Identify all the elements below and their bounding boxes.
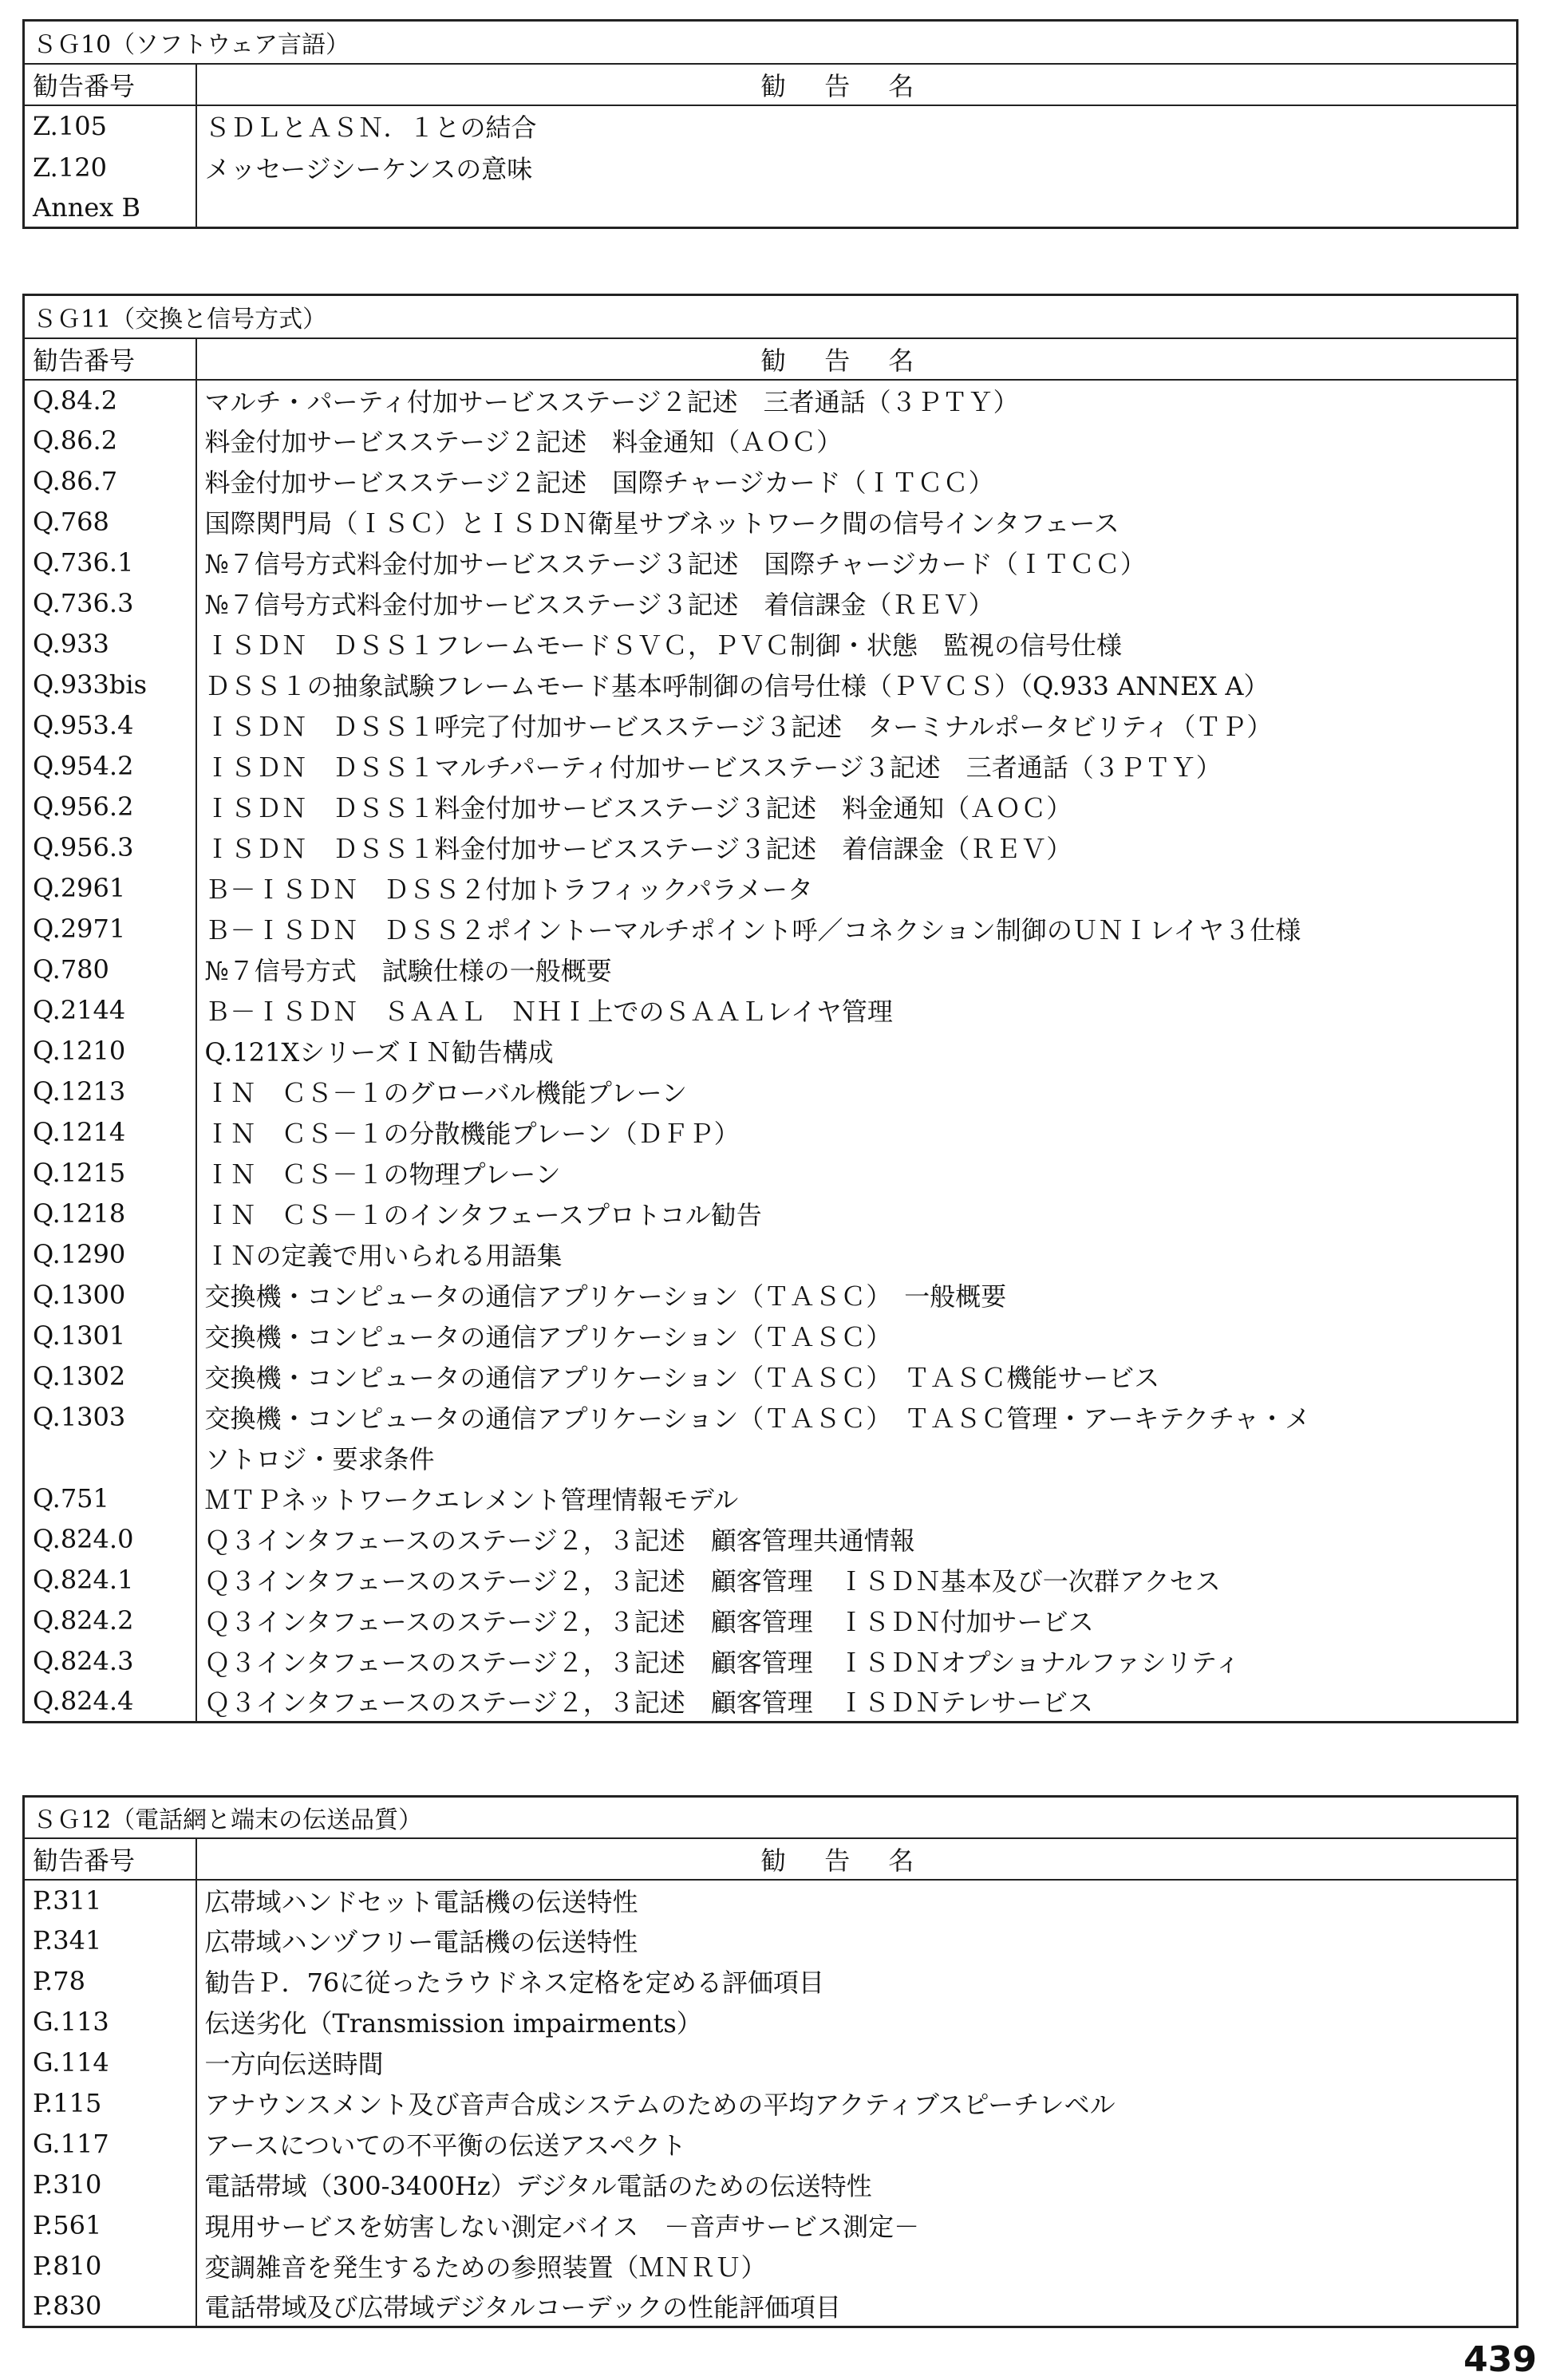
rec-number: Q.736.1	[24, 543, 196, 583]
rec-number: P.310	[24, 2165, 196, 2205]
rec-number: Q.2971	[24, 909, 196, 949]
rec-number: Q.2961	[24, 868, 196, 909]
rec-number: Q.933bis	[24, 665, 196, 705]
section-title: ＳＧ10（ソフトウェア言語）	[24, 21, 1518, 64]
rec-number: Q.1210	[24, 1031, 196, 1072]
rec-number: Q.736.3	[24, 583, 196, 624]
rec-number: Q.1215	[24, 1153, 196, 1194]
rec-name: 伝送劣化（Transmission impairments）	[196, 2002, 1518, 2043]
rec-name: Ｑ３インタフェースのステージ２，３記述 顧客管理 ＩＳＤＮ付加サービス	[196, 1600, 1518, 1641]
rec-number: Q.954.2	[24, 746, 196, 787]
rec-name: ＩＳＤＮ ＤＳＳ１呼完了付加サービスステージ３記述 ターミナルポータビリティ（ＴＰ）	[196, 705, 1518, 746]
rec-name: ＤＳＳ１の抽象試験フレームモード基本呼制御の信号仕様（ＰＶＣＳ）（Q.933 ANNEX A）	[196, 665, 1518, 705]
rec-number: G.117	[24, 2124, 196, 2165]
section-sg10	[22, 19, 1518, 229]
rec-name: 料金付加サービスステージ２記述 料金通知（ＡＯＣ）	[196, 420, 1518, 461]
column-header-name: 勧告名	[196, 64, 1518, 105]
rec-number	[24, 1438, 196, 1478]
rec-number: P.561	[24, 2205, 196, 2246]
rec-name: 交換機・コンピュータの通信アプリケーション（ＴＡＳＣ）	[196, 1316, 1518, 1356]
rec-name: ＩＳＤＮ ＤＳＳ１フレームモードＳＶＣ，ＰＶＣ制御・状態 監視の信号仕様	[196, 624, 1518, 665]
rec-name: 電話帯域及び広帯域デジタルコーデックの性能評価項目	[196, 2287, 1518, 2327]
rec-number: Q.1218	[24, 1194, 196, 1234]
rec-name: ＩＮの定義で用いられる用語集	[196, 1234, 1518, 1275]
rec-number: Q.824.4	[24, 1682, 196, 1723]
rec-number: P.78	[24, 1961, 196, 2002]
rec-name: 現用サービスを妨害しない測定バイス －音声サービス測定－	[196, 2205, 1518, 2246]
rec-number: Q.751	[24, 1478, 196, 1519]
rec-name: Ｂ－ＩＳＤＮ ＳＡＡＬ ＮＨＩ上でのＳＡＡＬレイヤ管理	[196, 990, 1518, 1031]
rec-number: Q.824.2	[24, 1600, 196, 1641]
rec-name: Ｑ３インタフェースのステージ２，３記述 顧客管理 ＩＳＤＮテレサービス	[196, 1682, 1518, 1723]
rec-number: Q.1301	[24, 1316, 196, 1356]
rec-name: アースについての不平衡の伝送アスペクト	[196, 2124, 1518, 2165]
rec-number: Q.1300	[24, 1275, 196, 1316]
rec-name: 変調雑音を発生するための参照装置（ＭＮＲＵ）	[196, 2246, 1518, 2287]
column-header-number: 勧告番号	[24, 64, 196, 105]
section-sg12	[22, 1795, 1518, 2328]
rec-number: P.810	[24, 2246, 196, 2287]
rec-name: マルチ・パーティ付加サービスステージ２記述 三者通話（３ＰＴＹ）	[196, 380, 1518, 420]
rec-number: Q.933	[24, 624, 196, 665]
rec-name: ＩＮ ＣＳ－１の物理プレーン	[196, 1153, 1518, 1194]
rec-number: Q.84.2	[24, 380, 196, 420]
rec-number: P.115	[24, 2083, 196, 2124]
rec-number: P.830	[24, 2287, 196, 2327]
rec-number: Q.1302	[24, 1356, 196, 1397]
rec-name: №７信号方式料金付加サービスステージ３記述 国際チャージカード（ＩＴＣＣ）	[196, 543, 1518, 583]
rec-number: Q.824.3	[24, 1641, 196, 1682]
rec-name: 交換機・コンピュータの通信アプリケーション（ＴＡＳＣ） ＴＡＳＣ機能サービス	[196, 1356, 1518, 1397]
rec-number: Q.1213	[24, 1072, 196, 1112]
column-header-name: 勧告名	[196, 1838, 1518, 1880]
rec-number: Z.120	[24, 147, 196, 188]
rec-number: Q.824.1	[24, 1560, 196, 1600]
rec-number: Annex B	[24, 188, 196, 228]
rec-name: 一方向伝送時間	[196, 2043, 1518, 2083]
rec-name: 料金付加サービスステージ２記述 国際チャージカード（ＩＴＣＣ）	[196, 461, 1518, 502]
rec-name: ＩＳＤＮ ＤＳＳ１マルチパーティ付加サービスステージ３記述 三者通話（３ＰＴＹ）	[196, 746, 1518, 787]
rec-number: Q.768	[24, 502, 196, 543]
recommendation-table	[22, 19, 1518, 229]
rec-number: Q.86.7	[24, 461, 196, 502]
rec-number: G.113	[24, 2002, 196, 2043]
rec-number: G.114	[24, 2043, 196, 2083]
section-sg11	[22, 294, 1518, 1723]
rec-name: 国際関門局（ＩＳＣ）とＩＳＤＮ衛星サブネットワーク間の信号インタフェース	[196, 502, 1518, 543]
page-number: 439	[1463, 2339, 1537, 2380]
rec-name: 勧告Ｐ．76に従ったラウドネス定格を定める評価項目	[196, 1961, 1518, 2002]
rec-name: 広帯域ハンドセット電話機の伝送特性	[196, 1880, 1518, 1920]
rec-name: ＭＴＰネットワークエレメント管理情報モデル	[196, 1478, 1518, 1519]
rec-name: Ｑ３インタフェースのステージ２，３記述 顧客管理 ＩＳＤＮオプショナルファシリティ	[196, 1641, 1518, 1682]
rec-name: 広帯域ハンヅフリー電話機の伝送特性	[196, 1920, 1518, 1961]
rec-number: Q.780	[24, 949, 196, 990]
rec-name: ＩＮ ＣＳ－１のグローバル機能プレーン	[196, 1072, 1518, 1112]
rec-name: ソトロジ・要求条件	[196, 1438, 1518, 1478]
rec-name: ＩＮ ＣＳ－１の分散機能プレーン（ＤＦＰ）	[196, 1112, 1518, 1153]
rec-name: 交換機・コンピュータの通信アプリケーション（ＴＡＳＣ） ＴＡＳＣ管理・アーキテクチャ・メ	[196, 1397, 1518, 1438]
column-header-name: 勧告名	[196, 338, 1518, 380]
rec-name: ＩＳＤＮ ＤＳＳ１料金付加サービスステージ３記述 料金通知（ＡＯＣ）	[196, 787, 1518, 827]
rec-name: Ｑ３インタフェースのステージ２，３記述 顧客管理 ＩＳＤＮ基本及び一次群アクセス	[196, 1560, 1518, 1600]
rec-name: アナウンスメント及び音声合成システムのための平均アクティブスピーチレベル	[196, 2083, 1518, 2124]
rec-name: Ｑ３インタフェースのステージ２，３記述 顧客管理共通情報	[196, 1519, 1518, 1560]
rec-name	[196, 188, 1518, 228]
rec-number: Z.105	[24, 105, 196, 147]
rec-name: 交換機・コンピュータの通信アプリケーション（ＴＡＳＣ） 一般概要	[196, 1275, 1518, 1316]
recommendation-table	[22, 294, 1518, 1723]
column-header-number: 勧告番号	[24, 1838, 196, 1880]
rec-name: Q.121XシリーズＩＮ勧告構成	[196, 1031, 1518, 1072]
column-header-number: 勧告番号	[24, 338, 196, 380]
rec-number: Q.956.2	[24, 787, 196, 827]
rec-name: №７信号方式料金付加サービスステージ３記述 着信課金（ＲＥＶ）	[196, 583, 1518, 624]
rec-number: Q.824.0	[24, 1519, 196, 1560]
rec-number: Q.953.4	[24, 705, 196, 746]
rec-number: Q.1214	[24, 1112, 196, 1153]
rec-name: ＩＮ ＣＳ－１のインタフェースプロトコル勧告	[196, 1194, 1518, 1234]
rec-number: Q.86.2	[24, 420, 196, 461]
rec-number: Q.2144	[24, 990, 196, 1031]
rec-name: Ｂ－ＩＳＤＮ ＤＳＳ２付加トラフィックパラメータ	[196, 868, 1518, 909]
rec-name: ＳＤＬとＡＳＮ．１との結合	[196, 105, 1518, 147]
rec-name: 電話帯域（300-3400Hz）デジタル電話のための伝送特性	[196, 2165, 1518, 2205]
rec-number: Q.1290	[24, 1234, 196, 1275]
recommendation-table	[22, 1795, 1518, 2328]
rec-number: Q.1303	[24, 1397, 196, 1438]
rec-number: Q.956.3	[24, 827, 196, 868]
rec-name: ＩＳＤＮ ＤＳＳ１料金付加サービスステージ３記述 着信課金（ＲＥＶ）	[196, 827, 1518, 868]
section-title: ＳＧ12（電話網と端末の伝送品質）	[24, 1797, 1518, 1838]
rec-number: P.341	[24, 1920, 196, 1961]
section-title: ＳＧ11（交換と信号方式）	[24, 295, 1518, 338]
rec-name: №７信号方式 試験仕様の一般概要	[196, 949, 1518, 990]
rec-name: メッセージシーケンスの意味	[196, 147, 1518, 188]
rec-name: Ｂ－ＩＳＤＮ ＤＳＳ２ポイントーマルチポイント呼／コネクション制御のＵＮＩレイヤ３仕様	[196, 909, 1518, 949]
rec-number: P.311	[24, 1880, 196, 1920]
